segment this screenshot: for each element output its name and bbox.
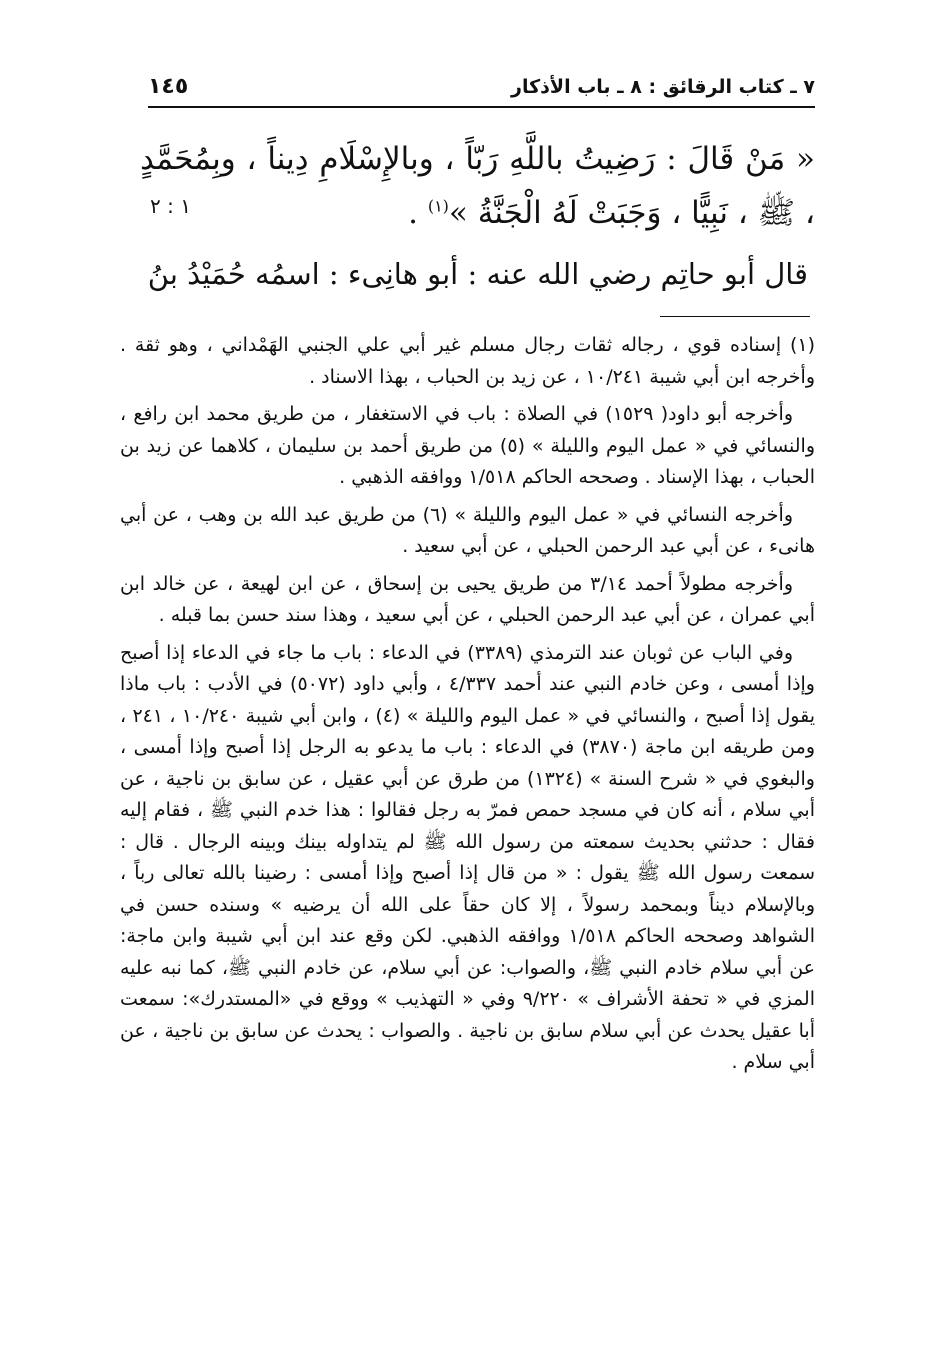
footnote-paragraph: وأخرجه مطولاً أحمد ٣/١٤ من طريق يحيى بن إسحاق ، عن ابن لهيعة ، عن خالد ابن أبي عمران ، عن أبي عبد الرحمن الحبلي ، عن أبي سعيد ، وهذا سند حسن بما قبله .: [120, 572, 815, 626]
header-rule: [148, 106, 815, 108]
hadith-body: « مَنْ قَالَ : رَضِيتُ باللَّهِ رَبّاً ، وبالإِسْلَامِ دِيناً ، وبِمُحَمَّدٍ ، ﷺ ، نَبِيًّا ، وَجَبَتْ لَهُ الْجَنَّةُ »: [140, 141, 815, 231]
footnote-rule: [660, 316, 810, 317]
footnote-paragraph: وأخرجه النسائي في « عمل اليوم والليلة » (٦) من طريق عبد الله بن وهب ، عن أبي هانىء ، عن أبي عبد الرحمن الحبلي ، عن أبي سعيد .: [120, 503, 815, 557]
page-number: ١٤٥: [148, 74, 189, 99]
footnote-paragraph: وأخرجه أبو داود( ١٥٢٩) في الصلاة : باب في الاستغفار ، من طريق محمد ابن رافع ، والنسائي في « عمل اليوم والليلة » (٥) من طريق أحمد بن سليمان ، كلاهما عن زيد بن الحباب ، بهذا الإسناد . وصححه الحاكم ١/٥١٨ ووافقه الذهبي .: [120, 403, 816, 488]
footnote-paragraph: (١) إسناده قوي ، رجاله ثقات رجال مسلم غير أبي علي الجنبي الهَمْداني ، وهو ثقة . وأخرجه ابن أبي شيبة ١٠/٢٤١ ، عن زيد بن الحباب ، بهذا الاسناد .: [120, 334, 815, 388]
footnote-marker: (١): [427, 196, 449, 216]
narrator-note: قال أبو حاتِم رضي الله عنه : أبو هانِىء : اسمُه حُمَيْدُ بنُ: [147, 257, 808, 291]
hadith-reference: ١ : ٢: [150, 194, 191, 218]
hadith-end: .: [408, 195, 428, 231]
running-title: ٧ ـ كتاب الرقائق : ٨ ـ باب الأذكار: [511, 76, 815, 98]
hadith-text: [140, 132, 815, 240]
footnotes: [120, 330, 815, 1085]
footnote-paragraph: وفي الباب عن ثوبان عند الترمذي (٣٣٨٩) في الدعاء : باب ما جاء في الدعاء إذا أصبح وإذا أمسى ، وعن خادم النبي عند أحمد ٤/٣٣٧ ، وأبي داود (٥٠٧٢) في الأدب : باب ماذا يقول إذا أصبح ، والنسائي في « عمل اليوم والليلة » (٤) ، وابن أبي شيبة ١٠/٢٤٠ ، ٢٤١ ، ومن طريقه ابن ماجة (٣٨٧٠) في الدعاء : باب ما يدعو به الرجل إذا أصبح وإذا أمسى ، والبغوي في « شرح السنة » (١٣٢٤) من طرق عن أبي عقيل ، عن سابق بن ناجية ، عن أبي سلام ، أنه كان في مسجد حمص فمرّ به رجل فقالوا : هذا خدم النبي ﷺ ، فقام إليه فقال : حدثني بحديث سمعته من رسول الله ﷺ لم يتداوله بينك وبينه الرجال . قال : سمعت رسول الله ﷺ يقول : « من قال إذا أصبح وإذا أمسى : رضينا بالله تعالى رباً ، وبالإسلام ديناً وبمحمد رسولاً ، إلا كان حقاً على الله أن يرضيه » وسنده حسن في الشواهد وصححه الحاكم ١/٥١٨ ووافقه الذهبي. لكن وقع عند ابن أبي شيبة وابن ماجة: عن أبي سلام خادم النبي ﷺ، والصواب: عن أبي سلام، عن خادم النبي ﷺ، كما نبه عليه المزي في « تحفة الأشراف » ٩/٢٢٠ وفي « التهذيب » ووقع في «المستدرك»: سمعت أبا عقيل يحدث عن أبي سلام سابق بن ناجية . والصواب : يحدث عن سابق بن ناجية ، عن أبي سلام .: [120, 641, 815, 1073]
